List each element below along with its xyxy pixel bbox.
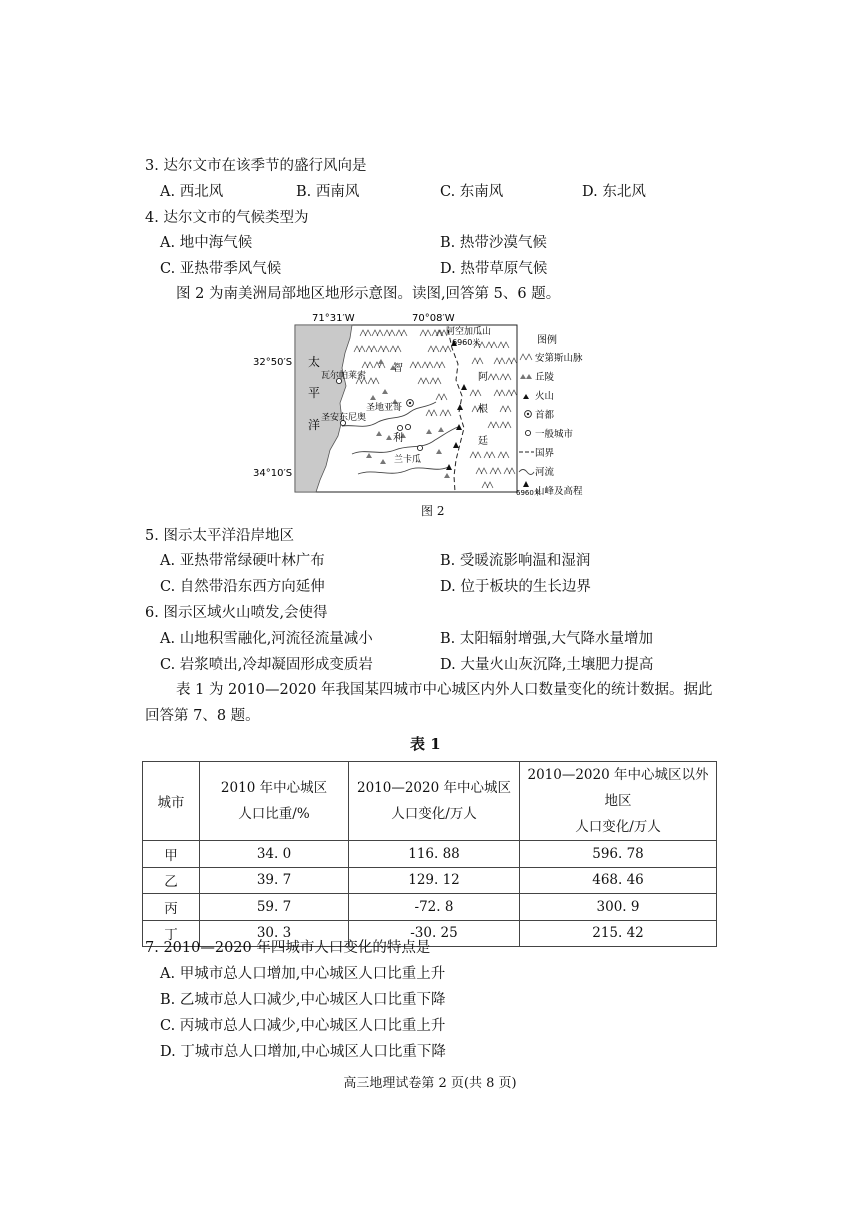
q3-option-c: C. 东南风 <box>440 184 504 200</box>
q3-option-b: B. 西南风 <box>296 184 360 200</box>
legend-river: 河流 <box>535 467 555 478</box>
q6-stem: 6. 图示区域火山喷发,会使得 <box>145 605 328 621</box>
city-rancagua-marker <box>417 445 422 450</box>
q4-option-c: C. 亚热带季风气候 <box>160 261 282 277</box>
hill-legend-icon <box>520 374 526 379</box>
capital-dot-icon <box>527 413 529 415</box>
lon-right-label: 70°08′W <box>412 313 455 324</box>
peak-height: 6960米 <box>452 338 481 347</box>
terrain-map-figure <box>250 308 620 498</box>
table-intro-line1: 表 1 为 2010—2020 年我国某四城市中心城区内外人口数量变化的统计数据。据此 <box>176 682 713 698</box>
chile-label-1: 智 <box>393 363 403 374</box>
cell-share: 59. 7 <box>200 894 349 921</box>
q6-option-c: C. 岩浆喷出,冷却凝固形成变质岩 <box>160 657 373 673</box>
cell-share: 30. 3 <box>200 920 349 947</box>
cell-center-change: -72. 8 <box>349 894 520 921</box>
cell-share: 39. 7 <box>200 867 349 894</box>
mountain-legend-icon <box>520 354 532 360</box>
q6-option-b: B. 太阳辐射增强,大气降水量增加 <box>440 631 653 647</box>
q5-stem: 5. 图示太平洋沿岸地区 <box>145 528 294 544</box>
table-title: 表 1 <box>410 735 441 753</box>
q5-option-b: B. 受暖流影响温和湿润 <box>440 553 591 569</box>
legend-title: 图例 <box>537 335 557 346</box>
q7-option-d: D. 丁城市总人口增加,中心城区人口比重下降 <box>160 1044 446 1060</box>
header-center-change-line1: 2010—2020 年中心城区 <box>356 780 511 796</box>
legend-city: 一般城市 <box>535 429 574 440</box>
city-rancagua: 兰卡瓜 <box>394 455 422 465</box>
table-row <box>143 867 717 894</box>
header-city: 城市 <box>143 762 200 841</box>
cell-outer-change: 596. 78 <box>520 841 717 868</box>
peak-name: 阿空加瓜山 <box>446 327 492 337</box>
header-outer-change <box>520 762 717 841</box>
cell-center-change: 129. 12 <box>349 867 520 894</box>
q4-option-b: B. 热带沙漠气候 <box>440 235 547 251</box>
cell-outer-change: 468. 46 <box>520 867 717 894</box>
ocean-label-3: 洋 <box>308 418 321 432</box>
map-caption: 图 2 <box>421 504 445 518</box>
cell-center-change: 116. 88 <box>349 841 520 868</box>
q7-option-b: B. 乙城市总人口减少,中心城区人口比重下降 <box>160 992 446 1008</box>
lon-left-label: 71°31′W <box>312 313 355 324</box>
city-san-antonio: 圣安东尼奥 <box>321 413 367 423</box>
table-row <box>143 841 717 868</box>
q7-option-a: A. 甲城市总人口增加,中心城区人口比重上升 <box>160 966 446 982</box>
q6-option-d: D. 大量火山灰沉降,土壤肥力提高 <box>440 657 654 673</box>
ocean-label-2: 平 <box>308 386 321 400</box>
header-center-change <box>349 762 520 841</box>
river-legend-icon <box>519 470 534 475</box>
cell-city: 丁 <box>143 920 200 947</box>
legend-andes: 安第斯山脉 <box>535 353 583 364</box>
legend-hills: 丘陵 <box>535 372 555 383</box>
hill-legend-icon <box>526 374 532 379</box>
q5-option-c: C. 自然带沿东西方向延伸 <box>160 579 325 595</box>
cell-city: 甲 <box>143 841 200 868</box>
page-footer: 高三地理试卷第 2 页(共 8 页) <box>343 1076 517 1091</box>
map-legend <box>516 333 583 497</box>
chile-label-2: 利 <box>393 433 403 444</box>
q6-option-a: A. 山地积雪融化,河流径流量减小 <box>160 631 373 647</box>
cell-outer-change: 300. 9 <box>520 894 717 921</box>
q5-option-d: D. 位于板块的生长边界 <box>440 579 591 595</box>
cell-center-change: -30. 25 <box>349 920 520 947</box>
table-row <box>143 894 717 921</box>
ocean-label-1: 太 <box>308 355 321 369</box>
q7-option-c: C. 丙城市总人口减少,中心城区人口比重上升 <box>160 1018 446 1034</box>
legend-border: 国界 <box>535 448 555 459</box>
cell-city: 丙 <box>143 894 200 921</box>
header-2010-share <box>200 762 349 841</box>
population-table <box>142 761 717 947</box>
cell-share: 34. 0 <box>200 841 349 868</box>
city-marker <box>405 424 410 429</box>
legend-capital: 首都 <box>535 410 555 421</box>
q4-stem: 4. 达尔文市的气候类型为 <box>145 210 309 226</box>
city-valparaiso: 瓦尔帕莱索 <box>321 371 367 381</box>
legend-volcano: 火山 <box>535 391 555 402</box>
q3-option-a: A. 西北风 <box>160 184 224 200</box>
lat-bottom-label: 34°10′S <box>253 468 293 479</box>
legend-peak-value: 6960米 <box>516 489 541 497</box>
q4-option-d: D. 热带草原气候 <box>440 261 548 277</box>
lat-top-label: 32°50′S <box>253 357 293 368</box>
volcano-legend-icon <box>523 394 529 399</box>
city-santiago: 圣地亚哥 <box>366 403 403 413</box>
capital-dot-icon <box>409 402 411 404</box>
q3-option-d: D. 东北风 <box>582 184 646 200</box>
q3-stem: 3. 达尔文市在该季节的盛行风向是 <box>145 158 367 174</box>
cell-outer-change: 215. 42 <box>520 920 717 947</box>
peak-legend-icon <box>523 481 529 487</box>
table-header-row <box>143 762 717 841</box>
cell-city: 乙 <box>143 867 200 894</box>
header-2010-share-line2: 人口比重/% <box>238 806 310 822</box>
table-intro-line2: 回答第 7、8 题。 <box>145 708 260 724</box>
argentina-label-2: 根 <box>478 404 488 415</box>
header-outer-change-line1: 2010—2020 年中心城区以外地区 <box>527 767 709 809</box>
city-legend-icon <box>525 430 530 435</box>
header-2010-share-line1: 2010 年中心城区 <box>220 780 328 796</box>
q5-option-a: A. 亚热带常绿硬叶林广布 <box>160 553 325 569</box>
header-center-change-line2: 人口变化/万人 <box>391 806 477 822</box>
q4-option-a: A. 地中海气候 <box>160 235 253 251</box>
legend-peak: 山峰及高程 <box>535 486 583 497</box>
argentina-label-1: 阿 <box>478 372 488 383</box>
header-outer-change-line2: 人口变化/万人 <box>575 819 661 835</box>
argentina-label-3: 廷 <box>478 436 488 447</box>
q7-stem: 7. 2010—2020 年四城市人口变化的特点是 <box>145 940 431 956</box>
terrain-map <box>250 308 620 498</box>
map-intro: 图 2 为南美洲局部地区地形示意图。读图,回答第 5、6 题。 <box>176 286 561 302</box>
city-marker <box>397 425 402 430</box>
